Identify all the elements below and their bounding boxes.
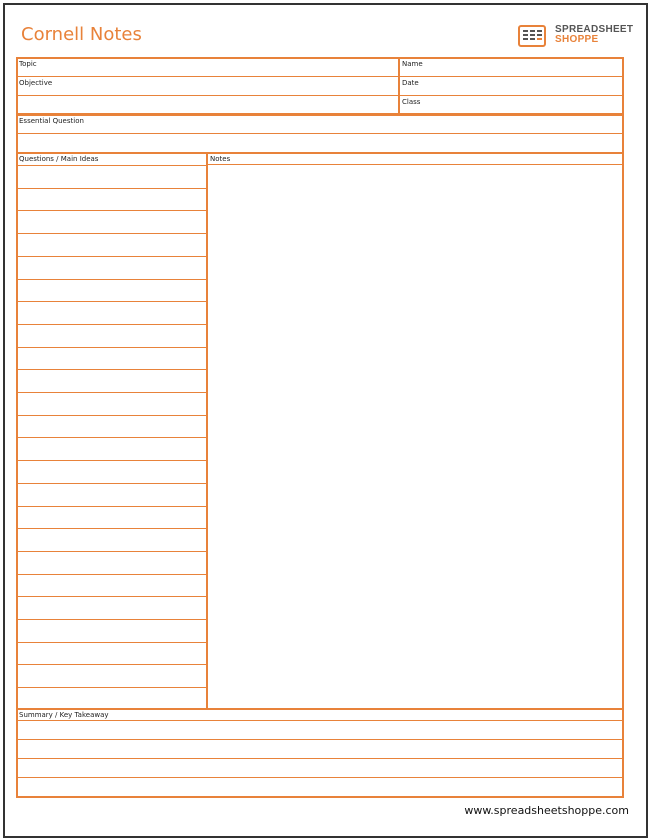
topic-label: Topic bbox=[19, 60, 37, 68]
question-line bbox=[18, 165, 206, 166]
question-line bbox=[18, 347, 206, 348]
questions-notes-divider bbox=[206, 152, 208, 710]
logo-line2: SHOPPE bbox=[555, 34, 599, 45]
question-line bbox=[18, 483, 206, 484]
question-line bbox=[18, 551, 206, 552]
notes-header-line bbox=[208, 164, 622, 165]
essential-question-section bbox=[16, 114, 624, 154]
spreadsheet-logo-icon bbox=[517, 23, 549, 49]
question-line bbox=[18, 596, 206, 597]
question-line bbox=[18, 619, 206, 620]
logo-line1: SPREADSHEET bbox=[555, 24, 634, 35]
question-line bbox=[18, 437, 206, 438]
summary-label: Summary / Key Takeaway bbox=[19, 711, 109, 719]
question-line bbox=[18, 369, 206, 370]
summary-section bbox=[16, 708, 624, 798]
header-divider bbox=[398, 57, 400, 115]
question-line bbox=[18, 301, 206, 302]
question-line bbox=[18, 210, 206, 211]
date-line bbox=[400, 95, 622, 96]
summary-line bbox=[18, 720, 622, 721]
question-line bbox=[18, 279, 206, 280]
question-line bbox=[18, 415, 206, 416]
question-line bbox=[18, 528, 206, 529]
question-line bbox=[18, 392, 206, 393]
logo-text bbox=[555, 25, 633, 45]
question-line bbox=[18, 233, 206, 234]
questions-label: Questions / Main Ideas bbox=[19, 155, 99, 163]
page-title: Cornell Notes bbox=[21, 24, 142, 45]
question-line bbox=[18, 506, 206, 507]
objective-line bbox=[18, 95, 398, 96]
question-line bbox=[18, 324, 206, 325]
spreadsheet-shoppe-logo bbox=[517, 23, 634, 49]
question-line bbox=[18, 460, 206, 461]
topic-line bbox=[18, 76, 398, 77]
date-label: Date bbox=[402, 79, 419, 87]
footer-url: www.spreadsheetshoppe.com bbox=[464, 804, 629, 817]
class-label: Class bbox=[402, 98, 421, 106]
summary-line bbox=[18, 739, 622, 740]
question-line bbox=[18, 664, 206, 665]
objective-label: Objective bbox=[19, 79, 53, 87]
question-line bbox=[18, 574, 206, 575]
essential-question-line bbox=[18, 133, 622, 134]
question-line bbox=[18, 256, 206, 257]
question-line bbox=[18, 642, 206, 643]
questions-notes-section bbox=[16, 152, 624, 710]
question-line bbox=[18, 188, 206, 189]
notes-label: Notes bbox=[210, 155, 231, 163]
summary-line bbox=[18, 758, 622, 759]
summary-line bbox=[18, 777, 622, 778]
question-line bbox=[18, 687, 206, 688]
name-line bbox=[400, 76, 622, 77]
header-section bbox=[16, 57, 624, 115]
essential-question-label: Essential Question bbox=[19, 117, 84, 125]
name-label: Name bbox=[402, 60, 423, 68]
